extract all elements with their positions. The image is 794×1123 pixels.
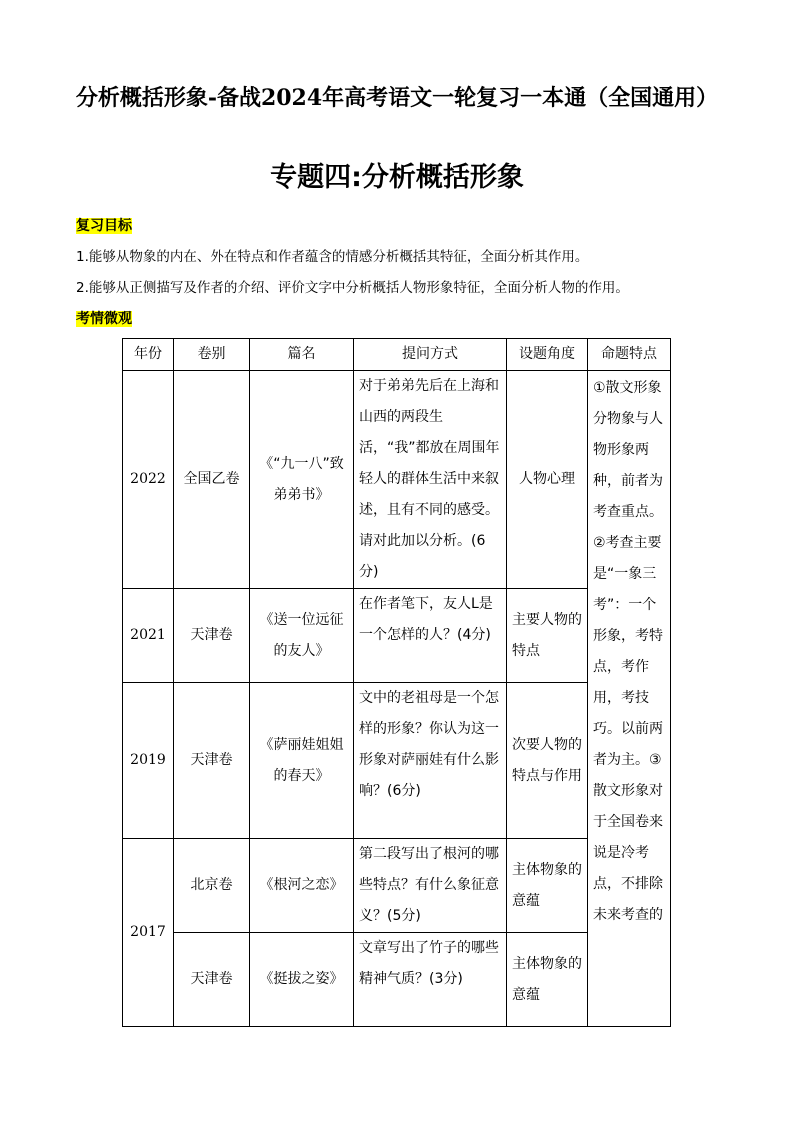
title-cell: 《“九一八”致弟弟书》 [250, 371, 354, 589]
year-cell: 2021 [123, 589, 174, 683]
paper-cell: 天津卷 [174, 933, 250, 1027]
title-cell: 《根河之恋》 [250, 839, 354, 933]
exam-analysis-table [122, 338, 671, 1027]
table-header-row [123, 339, 671, 371]
angle-cell: 次要人物的特点与作用 [507, 683, 588, 839]
document-subtitle: 专题四:分析概括形象 [270, 162, 524, 193]
paper-cell: 全国乙卷 [174, 371, 250, 589]
column-header-title: 篇名 [250, 339, 354, 371]
angle-cell: 主体物象的意蕴 [507, 839, 588, 933]
angle-cell: 主体物象的意蕴 [507, 933, 588, 1027]
table-row [123, 371, 671, 589]
review-goal-2: 2.能够从正侧描写及作者的介绍、评价文字中分析概括人物形象特征，全面分析人物的作用。 [76, 280, 629, 296]
exam-analysis-heading: 考情微观 [76, 311, 132, 327]
question-cell: 在作者笔下，友人L是一个怎样的人？(4分) [354, 589, 507, 683]
year-cell: 2017 [123, 839, 174, 1027]
angle-cell: 主要人物的特点 [507, 589, 588, 683]
paper-cell: 天津卷 [174, 683, 250, 839]
year-cell: 2022 [123, 371, 174, 589]
column-header-year: 年份 [123, 339, 174, 371]
title-cell: 《挺拔之姿》 [250, 933, 354, 1027]
column-header-paper: 卷别 [174, 339, 250, 371]
question-cell: 文中的老祖母是一个怎样的形象？你认为这一形象对萨丽娃有什么影响？(6分) [354, 683, 507, 839]
column-header-angle: 设题角度 [507, 339, 588, 371]
column-header-features: 命题特点 [588, 339, 671, 371]
features-cell: ①散文形象分物象与人物形象两种，前者为考查重点。②考查主要是“一象三考”：一个形象，考特点，考作用，考技巧。以前两者为主。③散文形象对于全国卷来说是冷考点，不排除未来考查的 [588, 371, 671, 1027]
angle-cell: 人物心理 [507, 371, 588, 589]
review-goals-heading: 复习目标 [76, 218, 132, 234]
question-cell: 对于弟弟先后在上海和山西的两段生活，“我”都放在周围年轻人的群体生活中来叙述，且有不同的感受。请对此加以分析。(6分) [354, 371, 507, 589]
review-goal-1: 1.能够从物象的内在、外在特点和作者蕴含的情感分析概括其特征，全面分析其作用。 [76, 249, 589, 265]
title-cell: 《萨丽娃姐姐的春天》 [250, 683, 354, 839]
column-header-question: 提问方式 [354, 339, 507, 371]
paper-cell: 北京卷 [174, 839, 250, 933]
year-cell: 2019 [123, 683, 174, 839]
document-title: 分析概括形象-备战2024年高考语文一轮复习一本通（全国通用） [75, 85, 719, 111]
title-cell: 《送一位远征的友人》 [250, 589, 354, 683]
question-cell: 文章写出了竹子的哪些精神气质？(3分) [354, 933, 507, 1027]
paper-cell: 天津卷 [174, 589, 250, 683]
question-cell: 第二段写出了根河的哪些特点？有什么象征意义？(5分) [354, 839, 507, 933]
